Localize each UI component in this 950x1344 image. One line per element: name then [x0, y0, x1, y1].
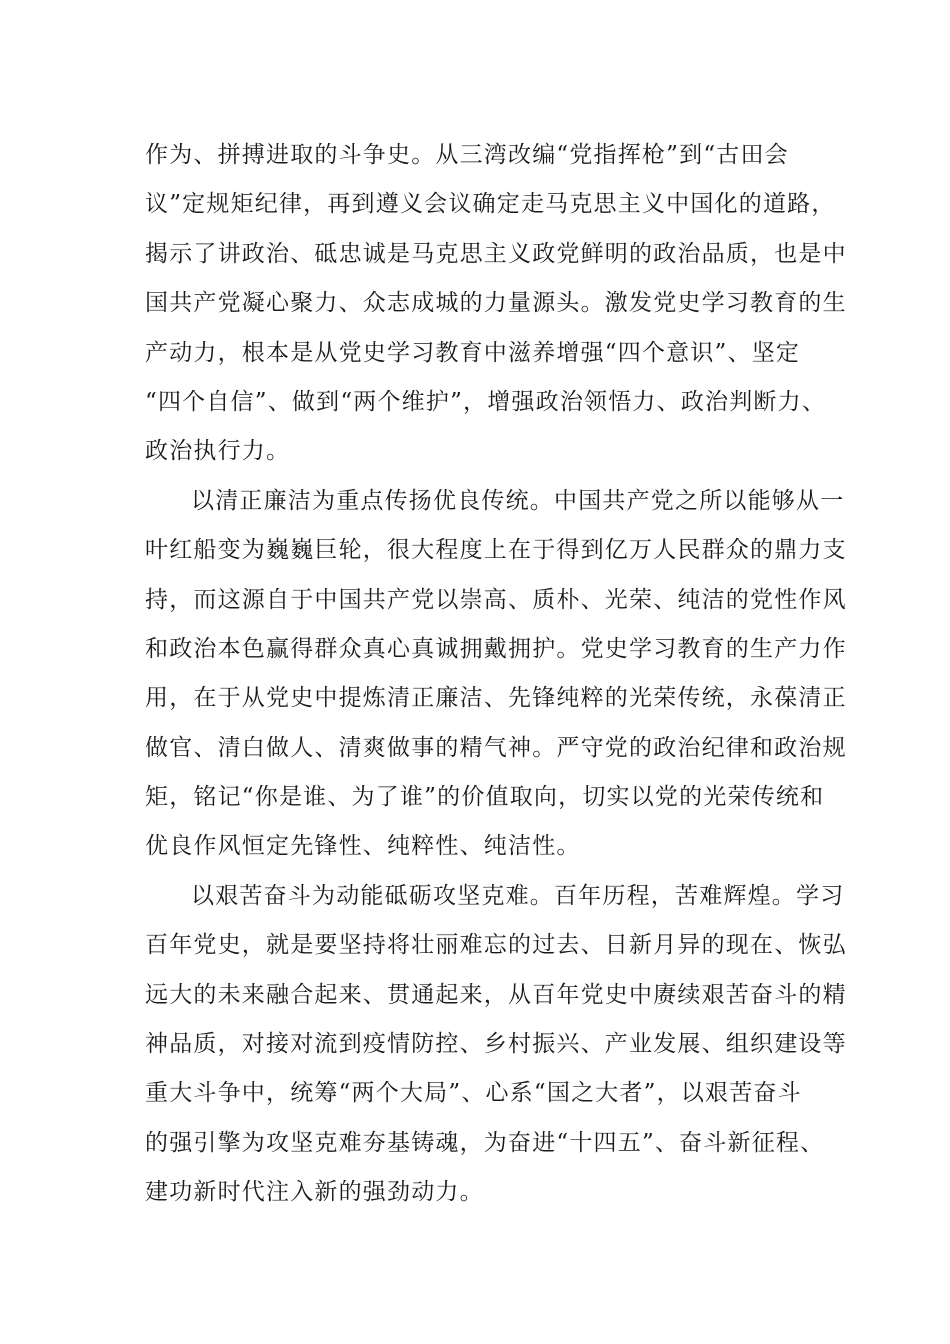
text-line: 建功新时代注入新的强劲动力。 — [145, 1179, 484, 1206]
text-line: 用，在于从党史中提炼清正廉洁、先锋纯粹的光荣传统，永葆清正 — [145, 685, 847, 712]
paragraph-1 — [145, 131, 847, 477]
text-line: 百年党史，就是要坚持将壮丽难忘的过去、日新月异的现在、恢弘 — [145, 932, 847, 959]
text-line: 揭示了讲政治、砥忠诚是马克思主义政党鲜明的政治品质，也是中 — [145, 240, 847, 267]
text-line: 以艰苦奋斗为动能砥砺攻坚克难。百年历程，苦难辉煌。学习 — [191, 882, 845, 909]
text-line: 议”定规矩纪律，再到遵义会议确定走马克思主义中国化的道路， — [145, 191, 836, 218]
text-line: 远大的未来融合起来、贯通起来，从百年党史中赓续艰苦奋斗的精 — [145, 981, 847, 1008]
paragraph-3 — [145, 872, 847, 1218]
paragraph-2 — [145, 477, 847, 872]
text-line: 和政治本色赢得群众真心真诚拥戴拥护。党史学习教育的生产力作 — [145, 635, 847, 662]
text-line: 政治执行力。 — [145, 438, 291, 465]
text-line: “四个自信”、做到“两个维护”，增强政治领悟力、政治判断力、 — [145, 388, 827, 415]
text-line: 国共产党凝心聚力、众志成城的力量源头。激发党史学习教育的生 — [145, 290, 847, 317]
text-line: 以清正廉洁为重点传扬优良传统。中国共产党之所以能够从一 — [191, 487, 845, 514]
document-body — [145, 131, 847, 1218]
text-line: 作为、拼搏进取的斗争史。从三湾改编“党指挥枪”到“古田会 — [145, 142, 789, 168]
text-line: 优良作风恒定先锋性、纯粹性、纯洁性。 — [145, 833, 581, 860]
text-line: 持，而这源自于中国共产党以崇高、质朴、光荣、纯洁的党性作风 — [145, 586, 847, 613]
text-line: 矩，铭记“你是谁、为了谁”的价值取向，切实以党的光荣传统和 — [145, 784, 825, 811]
text-line: 的强引擎为攻坚克难夯基铸魂，为奋进“十四五”、奋斗新征程、 — [145, 1129, 825, 1156]
text-line: 做官、清白做人、清爽做事的精气神。严守党的政治纪律和政治规 — [145, 734, 847, 761]
text-line: 叶红船变为巍巍巨轮，很大程度上在于得到亿万人民群众的鼎力支 — [145, 537, 847, 564]
text-line: 重大斗争中，统筹“两个大局”、心系“国之大者”，以艰苦奋斗 — [145, 1080, 802, 1107]
text-line: 产动力，根本是从党史学习教育中滋养增强“四个意识”、坚定 — [145, 339, 801, 366]
text-line: 神品质，对接对流到疫情防控、乡村振兴、产业发展、组织建设等 — [145, 1031, 847, 1058]
